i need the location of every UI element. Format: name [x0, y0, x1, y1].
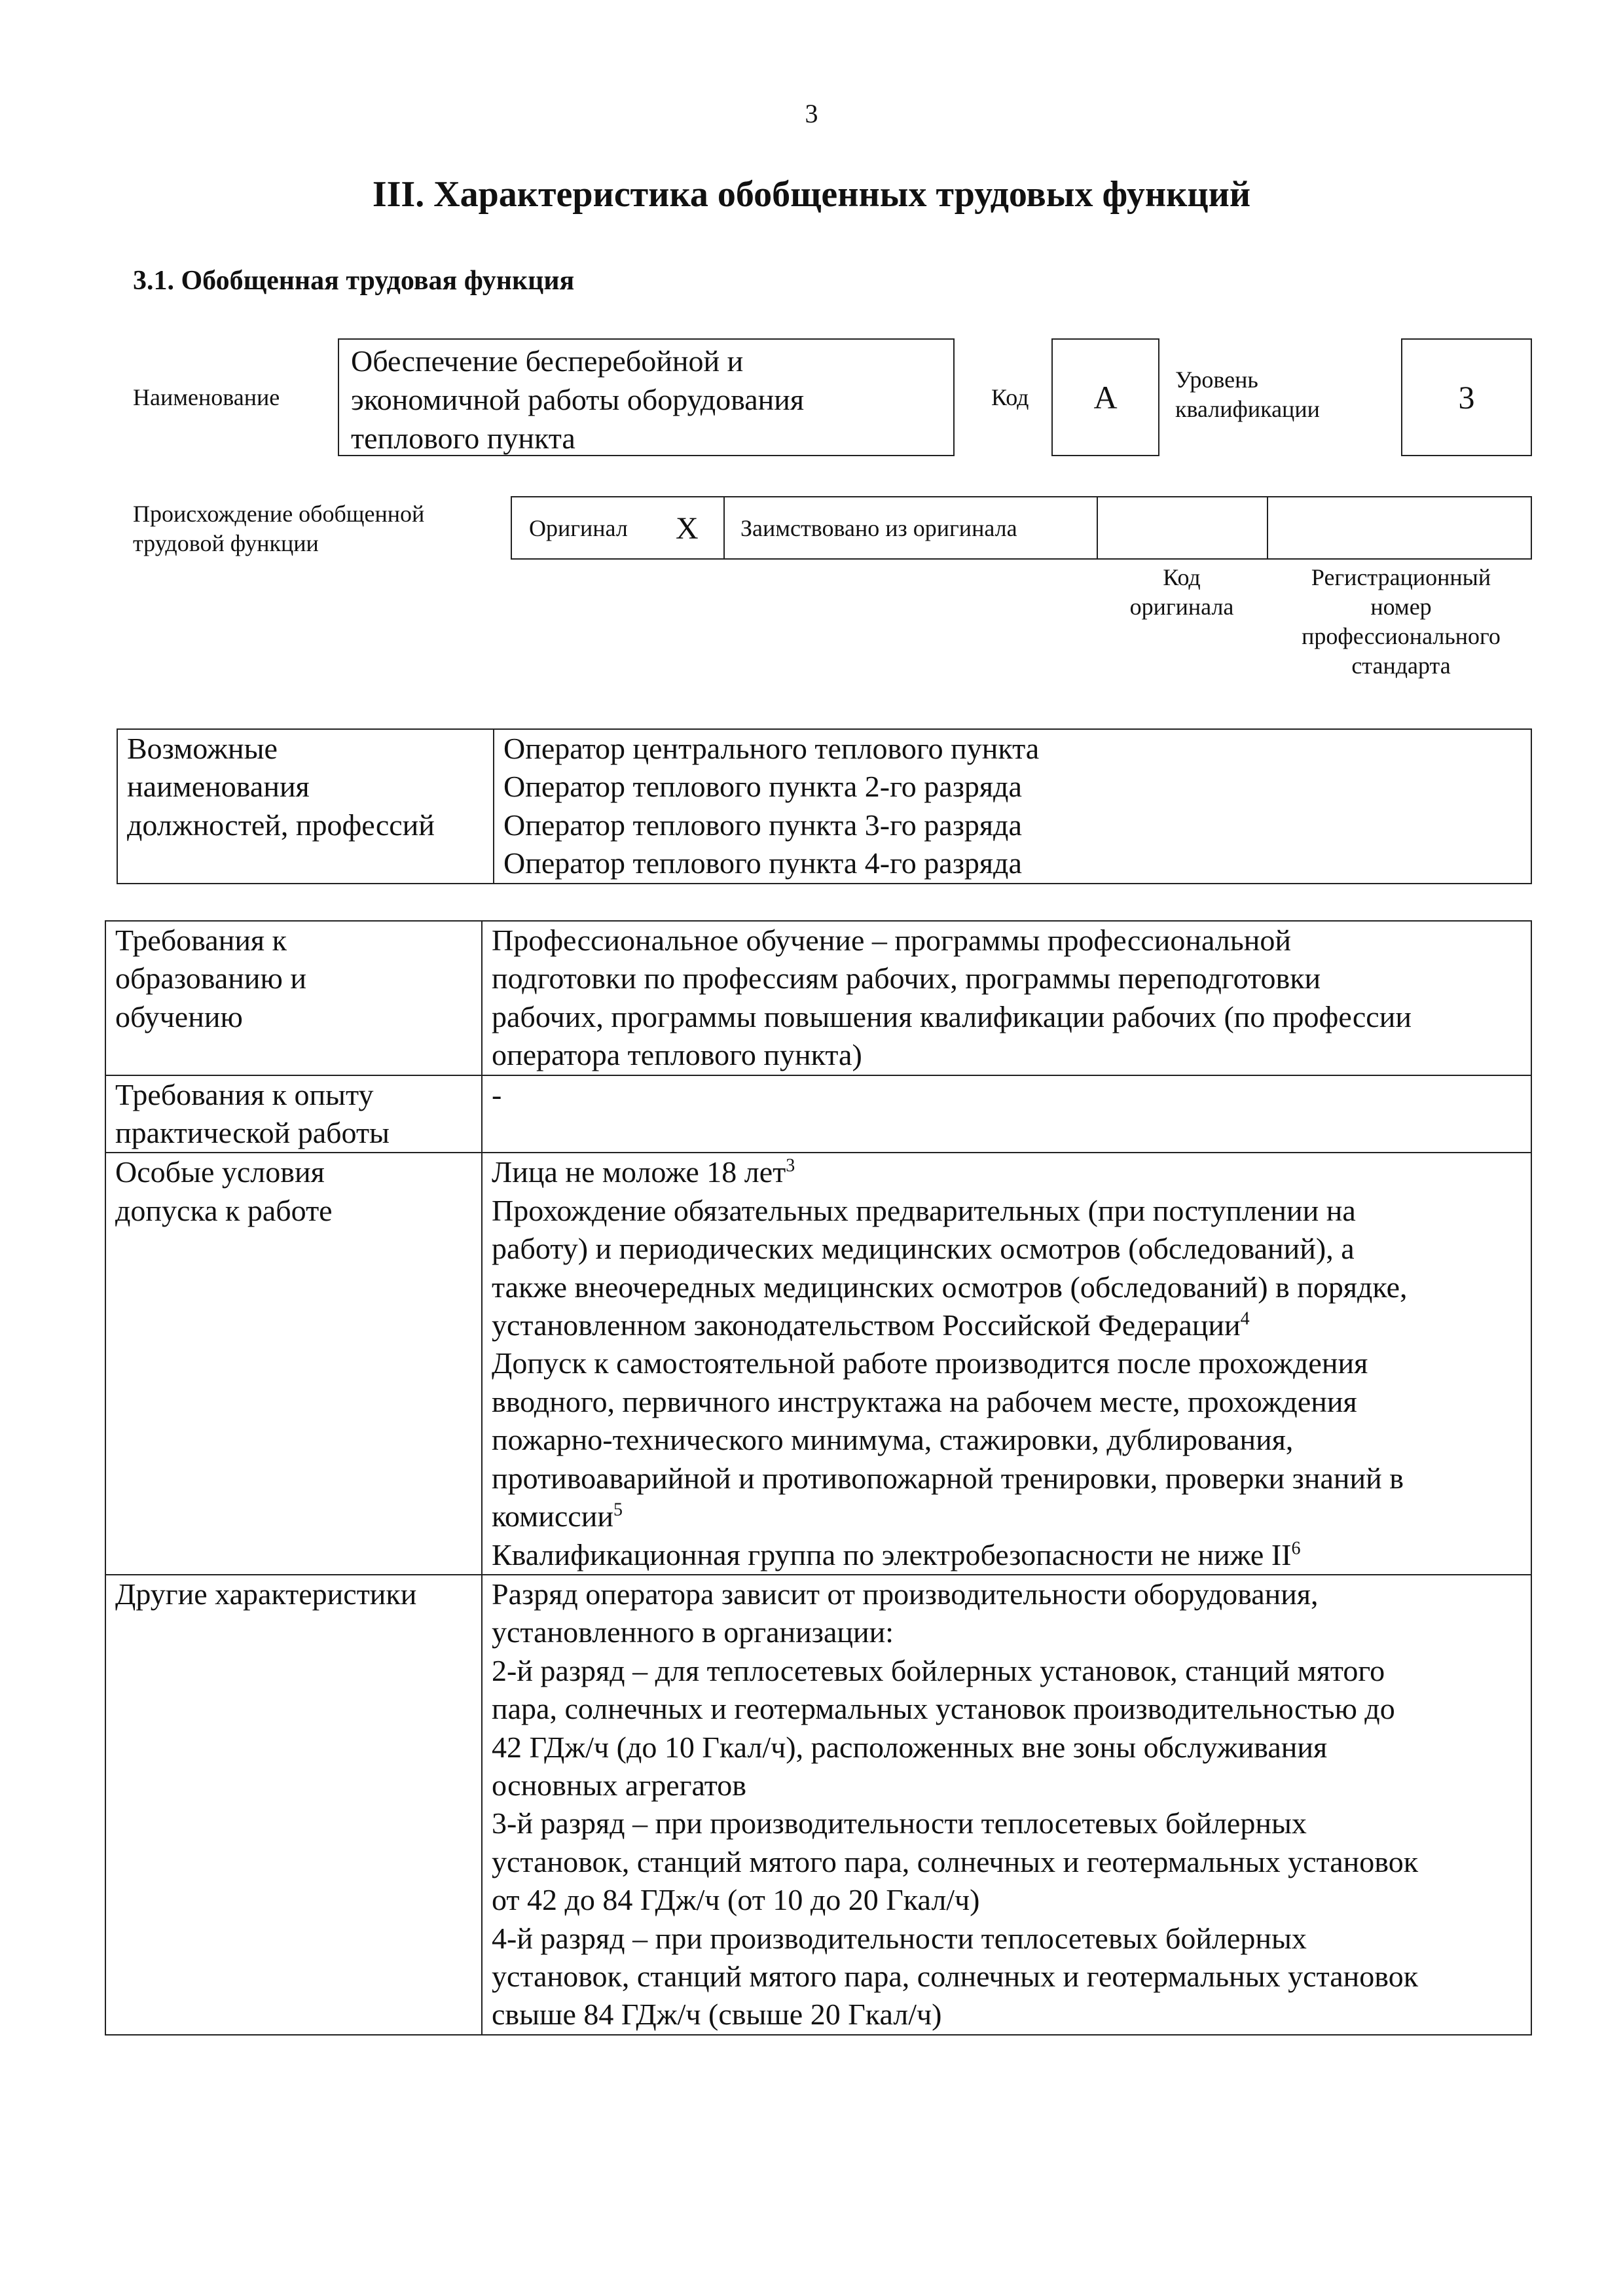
other-line: установок, станций мятого пара, солнечных и геотермальных установок	[492, 1844, 1419, 1878]
other-line: от 42 до 84 ГДж/ч (от 10 до 20 Гкал/ч)	[492, 1883, 980, 1917]
origin-label	[133, 499, 424, 558]
education-value-cell	[482, 921, 1531, 1075]
positions-list-cell	[494, 729, 1531, 884]
level-label-line: Уровень	[1175, 367, 1258, 393]
conditions-line: работу) и периодических медицинских осмотров (обследований), а	[492, 1232, 1355, 1266]
position-item: Оператор центрального теплового пункта	[503, 732, 1040, 765]
conditions-text: Квалификационная группа по электробезопасности не ниже II	[492, 1537, 1292, 1571]
table-row	[117, 729, 1531, 884]
level-label-line: квалификации	[1175, 396, 1320, 422]
other-value-cell	[482, 1575, 1531, 2035]
function-name-line: экономичной работы оборудования	[351, 382, 805, 416]
conditions-text: комиссии	[492, 1499, 613, 1534]
footnote-ref: 4	[1240, 1308, 1250, 1329]
positions-table	[117, 728, 1532, 884]
conditions-line	[492, 1153, 1522, 1191]
origin-code-caption	[1097, 563, 1267, 622]
origin-row	[511, 496, 1532, 560]
conditions-line: Прохождение обязательных предварительных (при поступлении на	[492, 1193, 1356, 1227]
level-label	[1175, 365, 1320, 424]
positions-label-cell	[117, 729, 494, 884]
other-line: основных агрегатов	[492, 1768, 746, 1802]
origin-reg-cell	[1268, 497, 1533, 560]
other-line: свыше 84 ГДж/ч (свыше 20 Гкал/ч)	[492, 1998, 942, 2032]
experience-value-cell: -	[482, 1075, 1531, 1153]
conditions-text: Лица не моложе 18 лет	[492, 1155, 786, 1189]
table-row	[105, 1575, 1531, 2035]
conditions-line: пожарно-технического минимума, стажировки, дублирования,	[492, 1423, 1294, 1457]
code-value: A	[1051, 338, 1159, 456]
origin-original-cell	[512, 497, 725, 560]
education-line: рабочих, программы повышения квалификации рабочих (по профессии	[492, 999, 1412, 1033]
experience-label-line: Требования к опыту	[115, 1077, 374, 1111]
table-row	[105, 921, 1531, 1075]
subsection-title: 3.1. Обобщенная трудовая функция	[133, 266, 575, 296]
function-name-line: теплового пункта	[351, 421, 575, 455]
level-value: 3	[1401, 338, 1532, 456]
origin-reg-caption-line: номер	[1370, 594, 1432, 620]
origin-code-cell	[1098, 497, 1268, 560]
code-label: Код	[991, 384, 1029, 410]
section-title: III. Характеристика обобщенных трудовых функций	[372, 174, 1251, 215]
position-item: Оператор теплового пункта 3-го разряда	[503, 808, 1022, 842]
page-number: 3	[805, 99, 818, 128]
other-line: 3-й разряд – при производительности теплосетевых бойлерных	[492, 1806, 1307, 1840]
origin-label-line: Происхождение обобщенной	[133, 501, 425, 527]
origin-reg-caption-line: Регистрационный	[1311, 564, 1491, 590]
conditions-value-cell	[482, 1153, 1531, 1574]
other-line: установленного в организации:	[492, 1615, 894, 1649]
conditions-line: противоаварийной и противопожарной тренировки, проверки знаний в	[492, 1461, 1404, 1495]
experience-label-line: практической работы	[115, 1116, 390, 1150]
requirements-table	[105, 920, 1532, 2036]
education-line: Профессиональное обучение – программы профессиональной	[492, 924, 1291, 957]
origin-reg-caption-line: профессионального	[1302, 623, 1501, 649]
education-label-line: обучению	[115, 999, 243, 1033]
footnote-ref: 3	[786, 1156, 795, 1177]
position-item: Оператор теплового пункта 2-го разряда	[503, 770, 1022, 804]
table-row	[105, 1075, 1531, 1153]
education-label-cell	[105, 921, 482, 1075]
positions-label-line: Возможные	[127, 732, 278, 765]
position-item: Оператор теплового пункта 4-го разряда	[503, 846, 1022, 880]
other-line: Разряд оператора зависит от производительности оборудования,	[492, 1577, 1319, 1611]
conditions-line	[492, 1536, 1522, 1574]
other-line: установок, станций мятого пара, солнечных и геотермальных установок	[492, 1959, 1419, 1993]
table-row	[105, 1153, 1531, 1574]
origin-original-label: Оригинал	[529, 515, 628, 541]
function-name-box	[338, 338, 955, 456]
other-line: 2-й разряд – для теплосетевых бойлерных установок, станций мятого	[492, 1653, 1385, 1687]
conditions-line	[492, 1498, 1522, 1535]
other-line: 42 ГДж/ч (до 10 Гкал/ч), расположенных вне зоны обслуживания	[492, 1730, 1328, 1764]
origin-reg-caption	[1264, 563, 1539, 681]
conditions-line: также внеочередных медицинских осмотров (обследований) в порядке,	[492, 1270, 1408, 1304]
conditions-line: вводного, первичного инструктажа на рабочем месте, прохождения	[492, 1384, 1357, 1418]
conditions-line	[492, 1306, 1522, 1344]
education-line: подготовки по профессиям рабочих, программы переподготовки	[492, 961, 1321, 996]
conditions-text: установленном законодательством Российской Федерации	[492, 1308, 1241, 1342]
origin-code-caption-line: Код	[1163, 564, 1201, 590]
conditions-label-line: Особые условия	[115, 1155, 325, 1189]
origin-code-caption-line: оригинала	[1129, 594, 1234, 620]
origin-original-mark: X	[676, 511, 699, 546]
education-label-line: образованию и	[115, 961, 306, 996]
other-line: пара, солнечных и геотермальных установок производительностью до	[492, 1692, 1395, 1726]
other-line: 4-й разряд – при производительности теплосетевых бойлерных	[492, 1921, 1307, 1955]
footnote-ref: 5	[613, 1499, 623, 1520]
conditions-label-cell	[105, 1153, 482, 1574]
conditions-label-line: допуска к работе	[115, 1193, 333, 1227]
footnote-ref: 6	[1291, 1538, 1301, 1559]
name-label: Наименование	[133, 384, 280, 410]
other-label-cell: Другие характеристики	[105, 1575, 482, 2035]
education-line: оператора теплового пункта)	[492, 1038, 862, 1072]
education-label-line: Требования к	[115, 924, 287, 957]
origin-reg-caption-line: стандарта	[1351, 653, 1451, 679]
experience-label-cell	[105, 1075, 482, 1153]
positions-label-line: наименования	[127, 770, 310, 804]
positions-label-line: должностей, профессий	[127, 808, 435, 842]
function-name-line: Обеспечение бесперебойной и	[351, 344, 744, 378]
origin-borrowed-cell: Заимствовано из оригинала	[725, 497, 1098, 560]
origin-label-line: трудовой функции	[133, 530, 319, 556]
conditions-line: Допуск к самостоятельной работе производится после прохождения	[492, 1346, 1368, 1380]
